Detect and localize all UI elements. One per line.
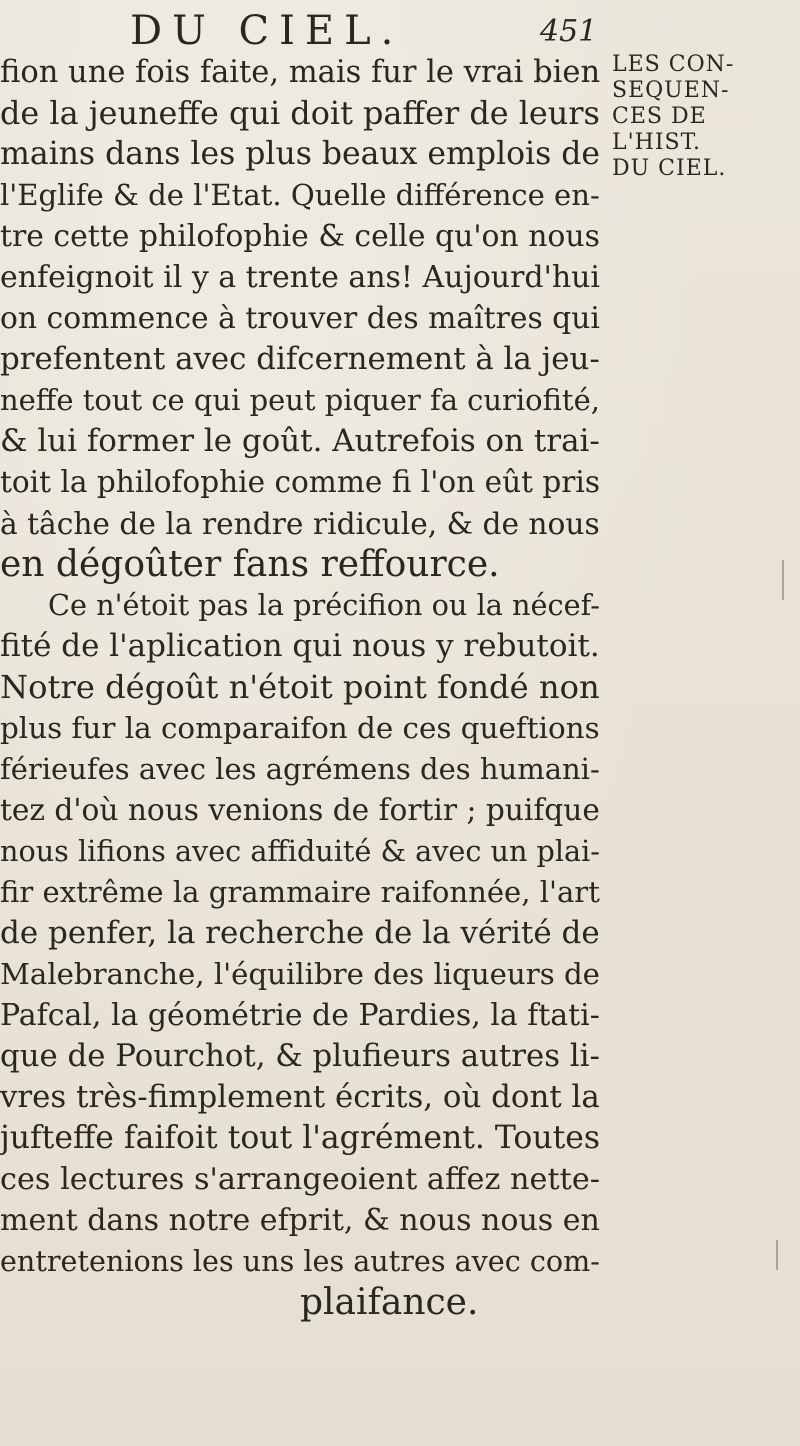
text-line: Malebranche, l'équilibre des liqueurs de	[0, 957, 600, 991]
text-line: fir extrême la grammaire raifonnée, l'art	[0, 875, 600, 909]
marginal-note-line: DU CIEL.	[612, 156, 727, 181]
page-header	[0, 0, 800, 60]
marginal-note-line: SEQUEN-	[612, 78, 730, 103]
text-line: vres très-fimplement écrits, où dont la	[0, 1079, 600, 1115]
text-line: on commence à trouver des maîtres qui	[0, 301, 600, 336]
body-text	[0, 52, 610, 1323]
text-line: & lui former le goût. Autrefois on trai-	[0, 423, 600, 459]
text-line: tez d'où nous venions de fortir ; puifque	[0, 793, 600, 827]
catchword: plaifance.	[300, 1282, 479, 1323]
text-line: férieufes avec les agrémens des humani-	[0, 752, 600, 786]
page-edge-shadow	[782, 560, 784, 600]
text-line: plus fur la comparaifon de ces queftions	[0, 711, 600, 745]
marginal-note-line: LES CON-	[612, 52, 735, 77]
text-line: mains dans les plus beaux emplois de	[0, 136, 601, 172]
running-title: DU CIEL.	[130, 8, 404, 54]
text-line: Notre dégoût n'étoit point fondé non	[0, 668, 600, 706]
text-line: jufteffe faifoit tout l'agrément. Toutes	[0, 1120, 601, 1156]
text-line: ment dans notre efprit, & nous nous en	[0, 1203, 600, 1238]
text-line: neffe tout ce qui peut piquer fa curiofité,	[0, 383, 600, 417]
page-number: 451	[540, 14, 598, 49]
text-line: Pafcal, la géométrie de Pardies, la ftati-	[0, 998, 600, 1033]
text-line: toit la philofophie comme fi l'on eût pris	[0, 465, 601, 499]
text-line: l'Eglife & de l'Etat. Quelle différence en-	[0, 178, 600, 212]
text-line: enfeignoit il y a trente ans! Aujourd'hui	[0, 260, 601, 295]
text-line: tre cette philofophie & celle qu'on nous	[0, 219, 600, 254]
paragraph-start-line: Ce n'étoit pas la précifion ou la nécef-	[48, 588, 600, 622]
marginal-note-line: CES DE	[612, 104, 707, 129]
text-line: en dégoûter fans reffource.	[0, 544, 500, 585]
page-edge-shadow	[776, 1240, 778, 1270]
text-line: de penfer, la recherche de la vérité de	[0, 915, 600, 951]
marginal-note-line: L'HIST.	[612, 130, 702, 155]
text-line: que de Pourchot, & plufieurs autres li-	[0, 1038, 600, 1074]
text-line: fion une fois faite, mais fur le vrai bien	[0, 55, 601, 90]
text-line: fité de l'aplication qui nous y rebutoit.	[0, 628, 600, 664]
text-line: à tâche de la rendre ridicule, & de nous	[0, 506, 600, 541]
text-line: de la jeuneffe qui doit paffer de leurs	[0, 94, 600, 132]
text-line: nous lifions avec affiduité & avec un plai-	[0, 834, 600, 868]
text-line: entretenions les uns les autres avec com-	[0, 1244, 600, 1278]
text-line: ces lectures s'arrangeoient affez nette-	[0, 1162, 600, 1197]
marginal-note	[612, 52, 792, 182]
text-line: prefentent avec difcernement à la jeu-	[0, 341, 600, 377]
